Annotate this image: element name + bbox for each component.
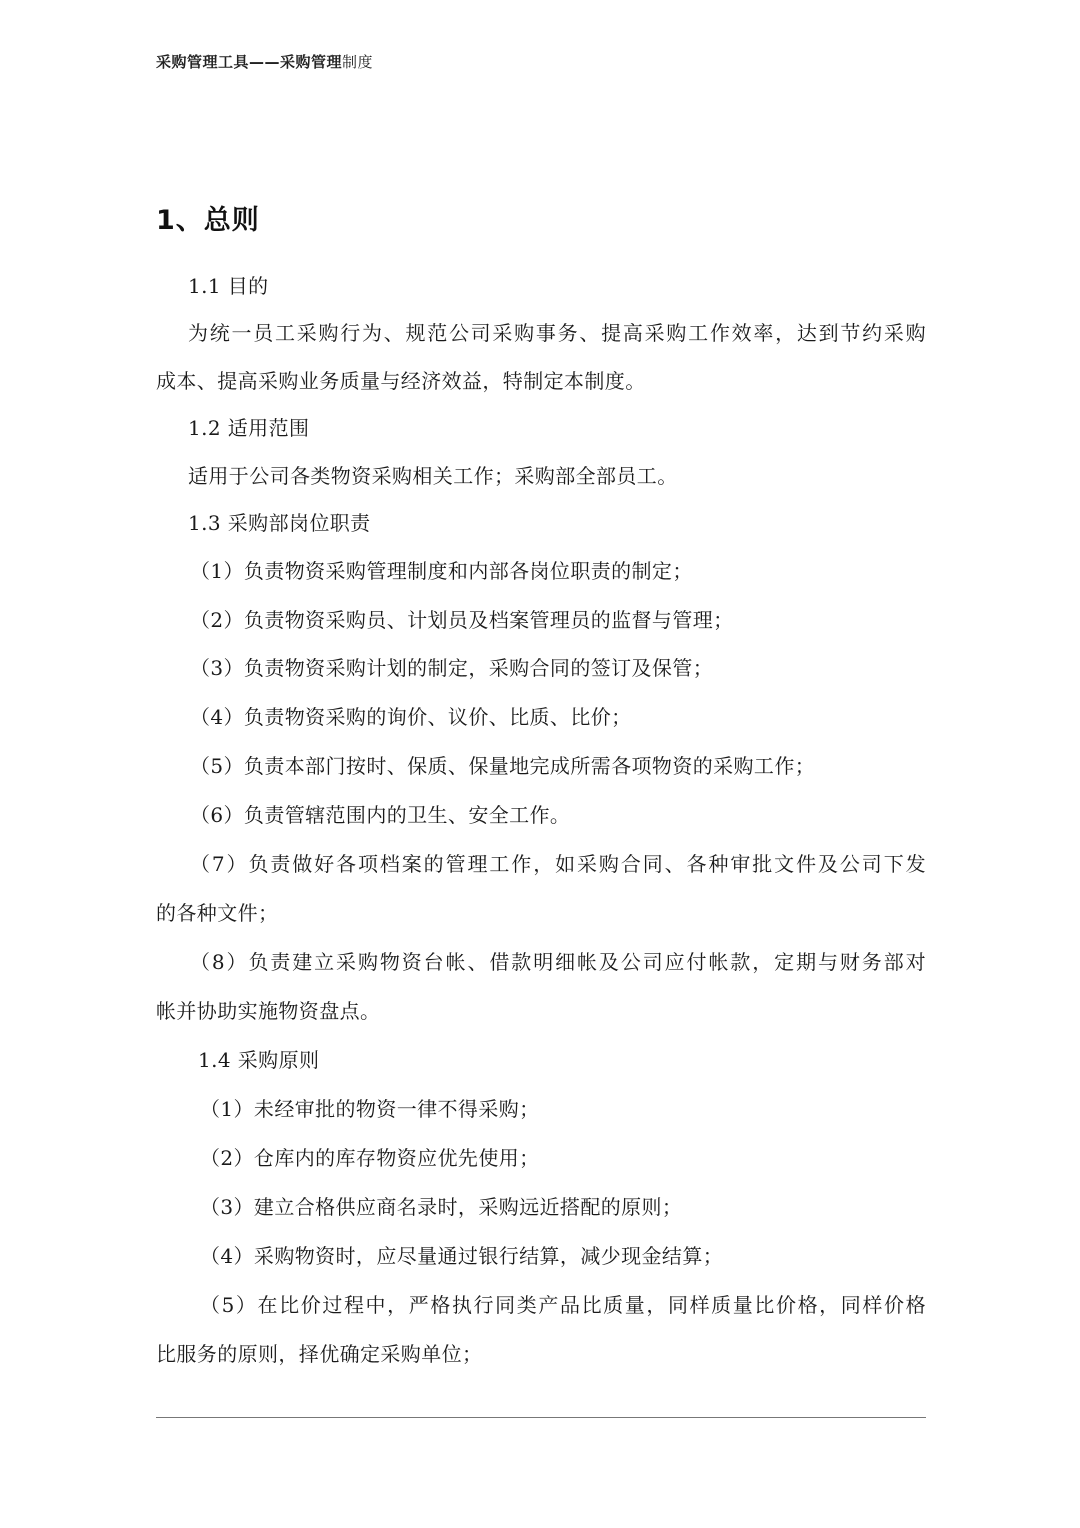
section-title: 1、总则 <box>156 205 260 236</box>
subheading-duties: 1.3 采购部岗位职责 <box>188 511 371 535</box>
list-item-continuation: 帐并协助实施物资盘点。 <box>156 999 381 1023</box>
list-item-continuation: 比服务的原则，择优确定采购单位； <box>156 1342 483 1366</box>
list-item: （3）建立合格供应商名录时，采购远近搭配的原则； <box>200 1195 683 1219</box>
list-item: （6）负责管辖范围内的卫生、安全工作。 <box>190 803 571 827</box>
footer-divider <box>156 1417 926 1418</box>
list-item: （5）负责本部门按时、保质、保量地完成所需各项物资的采购工作； <box>190 754 816 778</box>
paragraph-line: 为统一员工采购行为、规范公司采购事务、提高采购工作效率，达到节约采购 <box>188 321 926 345</box>
paragraph-line: 成本、提高采购业务质量与经济效益，特制定本制度。 <box>156 369 646 393</box>
list-item: （7）负责做好各项档案的管理工作，如采购合同、各种审批文件及公司下发 <box>190 852 926 876</box>
list-item-continuation: 的各种文件； <box>156 901 279 925</box>
page-header <box>156 51 373 72</box>
list-item: （4）负责物资采购的询价、议价、比质、比价； <box>190 705 632 729</box>
subheading-purpose: 1.1 目的 <box>188 274 269 298</box>
list-item: （2）仓库内的库存物资应优先使用； <box>200 1146 540 1170</box>
paragraph-line: 适用于公司各类物资采购相关工作；采购部全部员工。 <box>188 464 678 488</box>
list-item: （8）负责建立采购物资台帐、借款明细帐及公司应付帐款，定期与财务部对 <box>190 950 926 974</box>
header-title-bold: 采购管理工具——采购管理 <box>156 53 343 71</box>
header-title-normal: 制度 <box>342 53 374 71</box>
list-item: （4）采购物资时，应尽量通过银行结算，减少现金结算； <box>200 1244 724 1268</box>
list-item: （1）负责物资采购管理制度和内部各岗位职责的制定； <box>190 559 693 583</box>
subheading-scope: 1.2 适用范围 <box>188 416 310 440</box>
list-item: （3）负责物资采购计划的制定，采购合同的签订及保管； <box>190 656 714 680</box>
subheading-principles: 1.4 采购原则 <box>198 1048 320 1072</box>
list-item: （5）在比价过程中，严格执行同类产品比质量，同样质量比价格，同样价格 <box>200 1293 926 1317</box>
list-item: （2）负责物资采购员、计划员及档案管理员的监督与管理； <box>190 608 734 632</box>
list-item: （1）未经审批的物资一律不得采购； <box>200 1097 540 1121</box>
